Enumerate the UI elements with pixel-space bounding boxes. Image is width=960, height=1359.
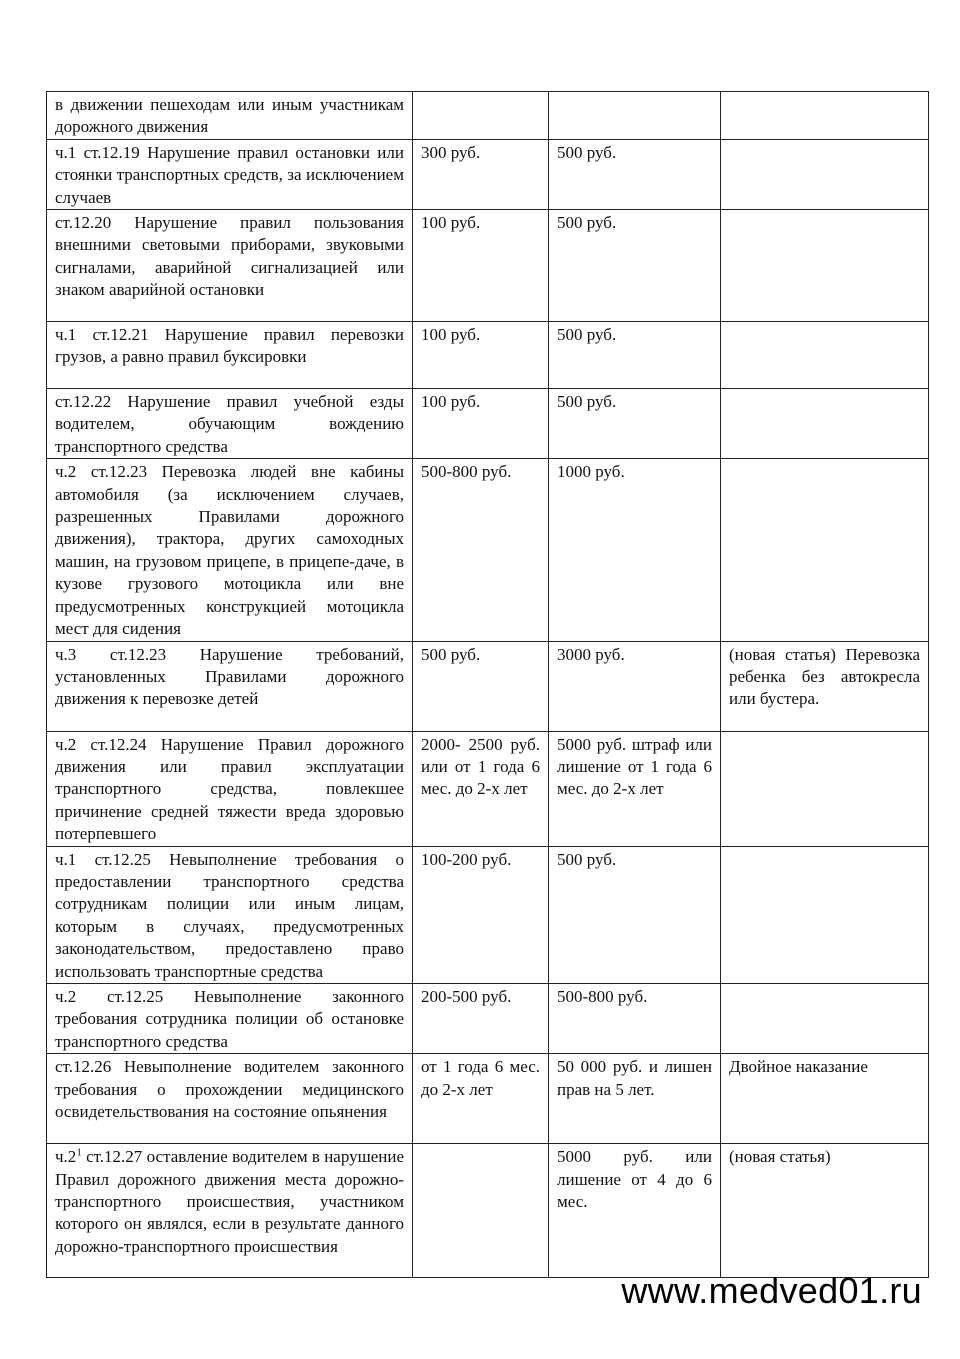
old-fine-cell: 100-200 руб. bbox=[413, 846, 549, 983]
article-cell: ч.2 ст.12.24 Нарушение Правил дорожного движения или правил эксплуатации транспортного средства, повлекшее причинение средней тяжести вреда здоровью потерпевшего bbox=[47, 731, 413, 846]
note-cell bbox=[721, 139, 929, 209]
new-fine-cell bbox=[549, 92, 721, 140]
article-cell: ч.3 ст.12.23 Нарушение требований, установленных Правилами дорожного движения к перевозке детей bbox=[47, 641, 413, 731]
old-fine-cell: 100 руб. bbox=[413, 210, 549, 322]
note-cell bbox=[721, 846, 929, 983]
article-cell: ст.12.26 Невыполнение водителем законного требования о прохождении медицинского освидетельствования на состояние опьянения bbox=[47, 1054, 413, 1144]
fines-table bbox=[46, 91, 929, 1278]
table-row bbox=[47, 459, 929, 641]
note-cell bbox=[721, 322, 929, 389]
new-fine-cell: 500 руб. bbox=[549, 322, 721, 389]
note-cell: (новая статья) Перевозка ребенка без автокресла или бустера. bbox=[721, 641, 929, 731]
old-fine-cell: 500-800 руб. bbox=[413, 459, 549, 641]
article-cell: ч.1 ст.12.19 Нарушение правил остановки или стоянки транспортных средств, за исключением случаев bbox=[47, 139, 413, 209]
note-cell bbox=[721, 92, 929, 140]
table-row bbox=[47, 846, 929, 983]
article-cell: ст.12.22 Нарушение правил учебной езды водителем, обучающим вождению транспортного средства bbox=[47, 389, 413, 459]
note-cell: (новая статья) bbox=[721, 1144, 929, 1278]
note-cell bbox=[721, 459, 929, 641]
table-row bbox=[47, 92, 929, 140]
old-fine-cell: 100 руб. bbox=[413, 322, 549, 389]
table-row bbox=[47, 1144, 929, 1278]
new-fine-cell: 500 руб. bbox=[549, 139, 721, 209]
note-cell: Двойное наказание bbox=[721, 1054, 929, 1144]
old-fine-cell: 500 руб. bbox=[413, 641, 549, 731]
table-row bbox=[47, 139, 929, 209]
article-cell: ст.12.20 Нарушение правил пользования внешними световыми приборами, звуковыми сигналами, аварийной сигнализацией или знаком аварийной остановки bbox=[47, 210, 413, 322]
old-fine-cell bbox=[413, 92, 549, 140]
new-fine-cell: 1000 руб. bbox=[549, 459, 721, 641]
article-text: ст.12.27 оставление водителем в нарушение Правил дорожного движения места дорожно-транспортного происшествия, участником которого он являлся, если в результате данного дорожно-транспортного происшествия bbox=[55, 1147, 404, 1256]
note-cell bbox=[721, 983, 929, 1053]
article-cell: ч.1 ст.12.21 Нарушение правил перевозки грузов, а равно правил буксировки bbox=[47, 322, 413, 389]
new-fine-cell: 3000 руб. bbox=[549, 641, 721, 731]
article-cell: ч.2 ст.12.23 Перевозка людей вне кабины автомобиля (за исключением случаев, разрешенных Правилами дорожного движения), трактора, других самоходных машин, на грузовом прицепе, в прицепе-даче, в кузове грузового мотоцикла или вне предусмотренных конструкцией мотоцикла мест для сидения bbox=[47, 459, 413, 641]
old-fine-cell: 200-500 руб. bbox=[413, 983, 549, 1053]
new-fine-cell: 500 руб. bbox=[549, 846, 721, 983]
new-fine-cell: 500-800 руб. bbox=[549, 983, 721, 1053]
note-cell bbox=[721, 731, 929, 846]
table-row bbox=[47, 983, 929, 1053]
article-cell: ч.1 ст.12.25 Невыполнение требования о предоставлении транспортного средства сотрудникам полиции или иным лицам, которым в случаях, предусмотренных законодательством, предоставлено право использовать транспортные средства bbox=[47, 846, 413, 983]
table-row bbox=[47, 389, 929, 459]
site-watermark: www.medved01.ru bbox=[621, 1270, 922, 1311]
note-cell bbox=[721, 210, 929, 322]
note-cell bbox=[721, 389, 929, 459]
article-prefix: ч.2 bbox=[55, 1147, 77, 1167]
new-fine-cell: 500 руб. bbox=[549, 389, 721, 459]
old-fine-cell: 300 руб. bbox=[413, 139, 549, 209]
new-fine-cell: 5000 руб. штраф или лишение от 1 года 6 мес. до 2-х лет bbox=[549, 731, 721, 846]
table-row bbox=[47, 322, 929, 389]
table-row bbox=[47, 210, 929, 322]
old-fine-cell: 2000- 2500 руб. или от 1 года 6 мес. до 2-х лет bbox=[413, 731, 549, 846]
table-row bbox=[47, 641, 929, 731]
old-fine-cell bbox=[413, 1144, 549, 1278]
table-row bbox=[47, 731, 929, 846]
article-superscript: 1 bbox=[76, 1146, 82, 1159]
article-cell bbox=[47, 1144, 413, 1278]
table-row bbox=[47, 1054, 929, 1144]
old-fine-cell: от 1 года 6 мес. до 2-х лет bbox=[413, 1054, 549, 1144]
article-cell: в движении пешеходам или иным участникам дорожного движения bbox=[47, 92, 413, 140]
old-fine-cell: 100 руб. bbox=[413, 389, 549, 459]
new-fine-cell: 500 руб. bbox=[549, 210, 721, 322]
new-fine-cell: 5000 руб. или лишение от 4 до 6 мес. bbox=[549, 1144, 721, 1278]
article-cell: ч.2 ст.12.25 Невыполнение законного требования сотрудника полиции об остановке транспортного средства bbox=[47, 983, 413, 1053]
new-fine-cell: 50 000 руб. и лишен прав на 5 лет. bbox=[549, 1054, 721, 1144]
